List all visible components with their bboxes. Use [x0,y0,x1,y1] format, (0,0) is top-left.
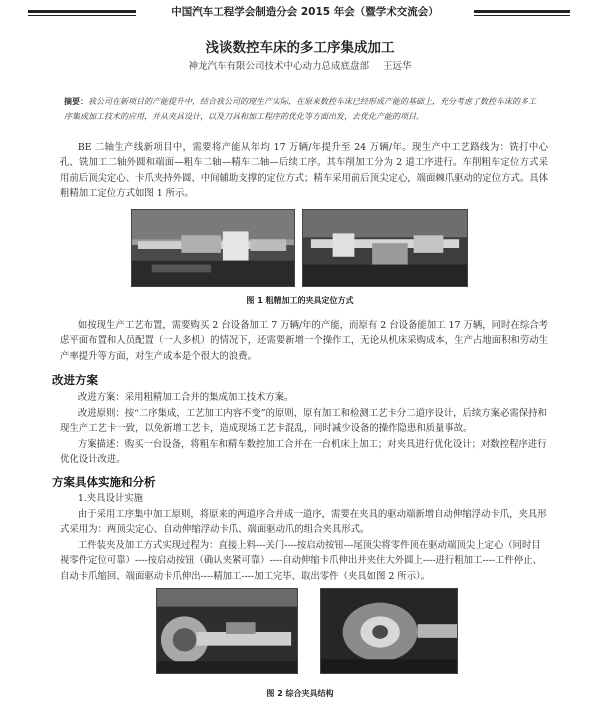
figure-1-photo-left [131,209,295,287]
clamping-process-paragraph: 工件装夹及加工方式实现过程为：直接上料---关门----按启动按钮---尾顶尖将零件顶在驱动端顶尖上定心（同时目视零件定位可靠）----按启动按钮（确认夹紧可靠）----自动伸缩卡爪伸出并夹住大外圆上----进行粗加工----工件停止、自动卡爪缩回、端面驱动卡爪伸出----精加工----加工完毕、取出零件（夹具如图 2 所示）。 [60,540,542,582]
lathe-rough-machining-image [132,210,294,286]
lathe-finish-machining-image [303,210,467,286]
plan-description: 方案描述：购买一台设备，将粗车和精车数控加工合并在一台机床上加工；对夹具进行优化设计；对数控程序进行优化设计改进。 [60,439,547,466]
body-paragraph-1: BE 二轴生产线新项目中，需要将产能从年均 17 万辆/年提升至 24 万辆/年。现生产中工艺路线为：铣打中心孔、铣加工二轴外圆和端面—粗车二轴—精车二轴—后续工序。其车削加工分为 2 道工序进行。车削粗车定位方式采用前后顶尖定心、卡爪夹持外圆、中间辅助支撑的定位方式；精车采用前后顶尖定心，端面棘爪驱动的定位方式。具体粗精加工定位方式如图 1 所示。 [60,142,548,200]
author-line [0,58,600,72]
fixture-design-paragraph: 由于采用工序集中加工原则，将原来的两道序合并成一道序，需要在夹具的驱动端新增自动伸缩浮动卡爪，夹具形式采用为：两顶尖定心、自动伸缩浮动卡爪、端面驱动爪的组合夹具形式。 [60,509,547,536]
improvement-principle: 改进原则：按“二序集成，工艺加工内容不变”的原则，原有加工和检测工艺卡分二道序设计，后续方案必需保持和现生产工艺卡一致，以免新增工艺卡，造成现场工艺卡混乱，同时减少设备的操作隐患和质量事故。 [60,408,547,435]
header-rule-right [474,10,570,16]
body-paragraph-2: 如按现生产工艺布置，需要购买 2 台设备加工 7 万辆/年的产能，而原有 2 台设备能加工 17 万辆，同时在综合考虑平面布置和人员配置（一人多机）的情况下，还需要新增一个操作工，无论从机床采购成本，生产占地面积和劳动生产率提升等方面，对生产成本是个很大的浪费。 [60,320,548,362]
fixture-design-subheading: 1.夹具设计实施 [77,493,144,504]
abstract-text: 我公司在新项目的产能提升中，结合我公司的现生产实际，在原来数控车床已经形成产能的基础上，充分考虑了数控车床的多工序集成加工技术的应用，并从夹具设计，以及刀具和加工程序的优化等方面出发，去优化产能的项目。 [64,97,536,121]
figure-1-photo-right [302,209,468,287]
figure-1-caption: 图 1 粗精加工的夹具定位方式 [246,296,354,305]
running-header: 中国汽车工程学会制造分会 2015 年会（暨学术交流会） [171,6,439,18]
figure-2-caption: 图 2 综合夹具结构 [266,689,334,698]
header-rule-left [28,10,136,16]
improvement-plan: 改进方案：采用粗精加工合并的集成加工技术方案。 [77,392,294,403]
abstract [64,94,540,124]
combined-fixture-image-1 [157,589,297,673]
author-affiliation: 神龙汽车有限公司技术中心动力总成底盘部 [188,61,369,72]
combined-fixture-image-2 [321,589,457,673]
figure-2-photo-left [156,588,298,674]
section-heading-improvement: 改进方案 [52,373,98,387]
figure-2-photo-right [320,588,458,674]
paper-title: 浅谈数控车床的多工序集成加工 [205,40,395,56]
section-heading-implementation: 方案具体实施和分析 [52,475,156,489]
author-name: 王远华 [383,61,412,72]
abstract-label: 摘要： [64,96,88,106]
